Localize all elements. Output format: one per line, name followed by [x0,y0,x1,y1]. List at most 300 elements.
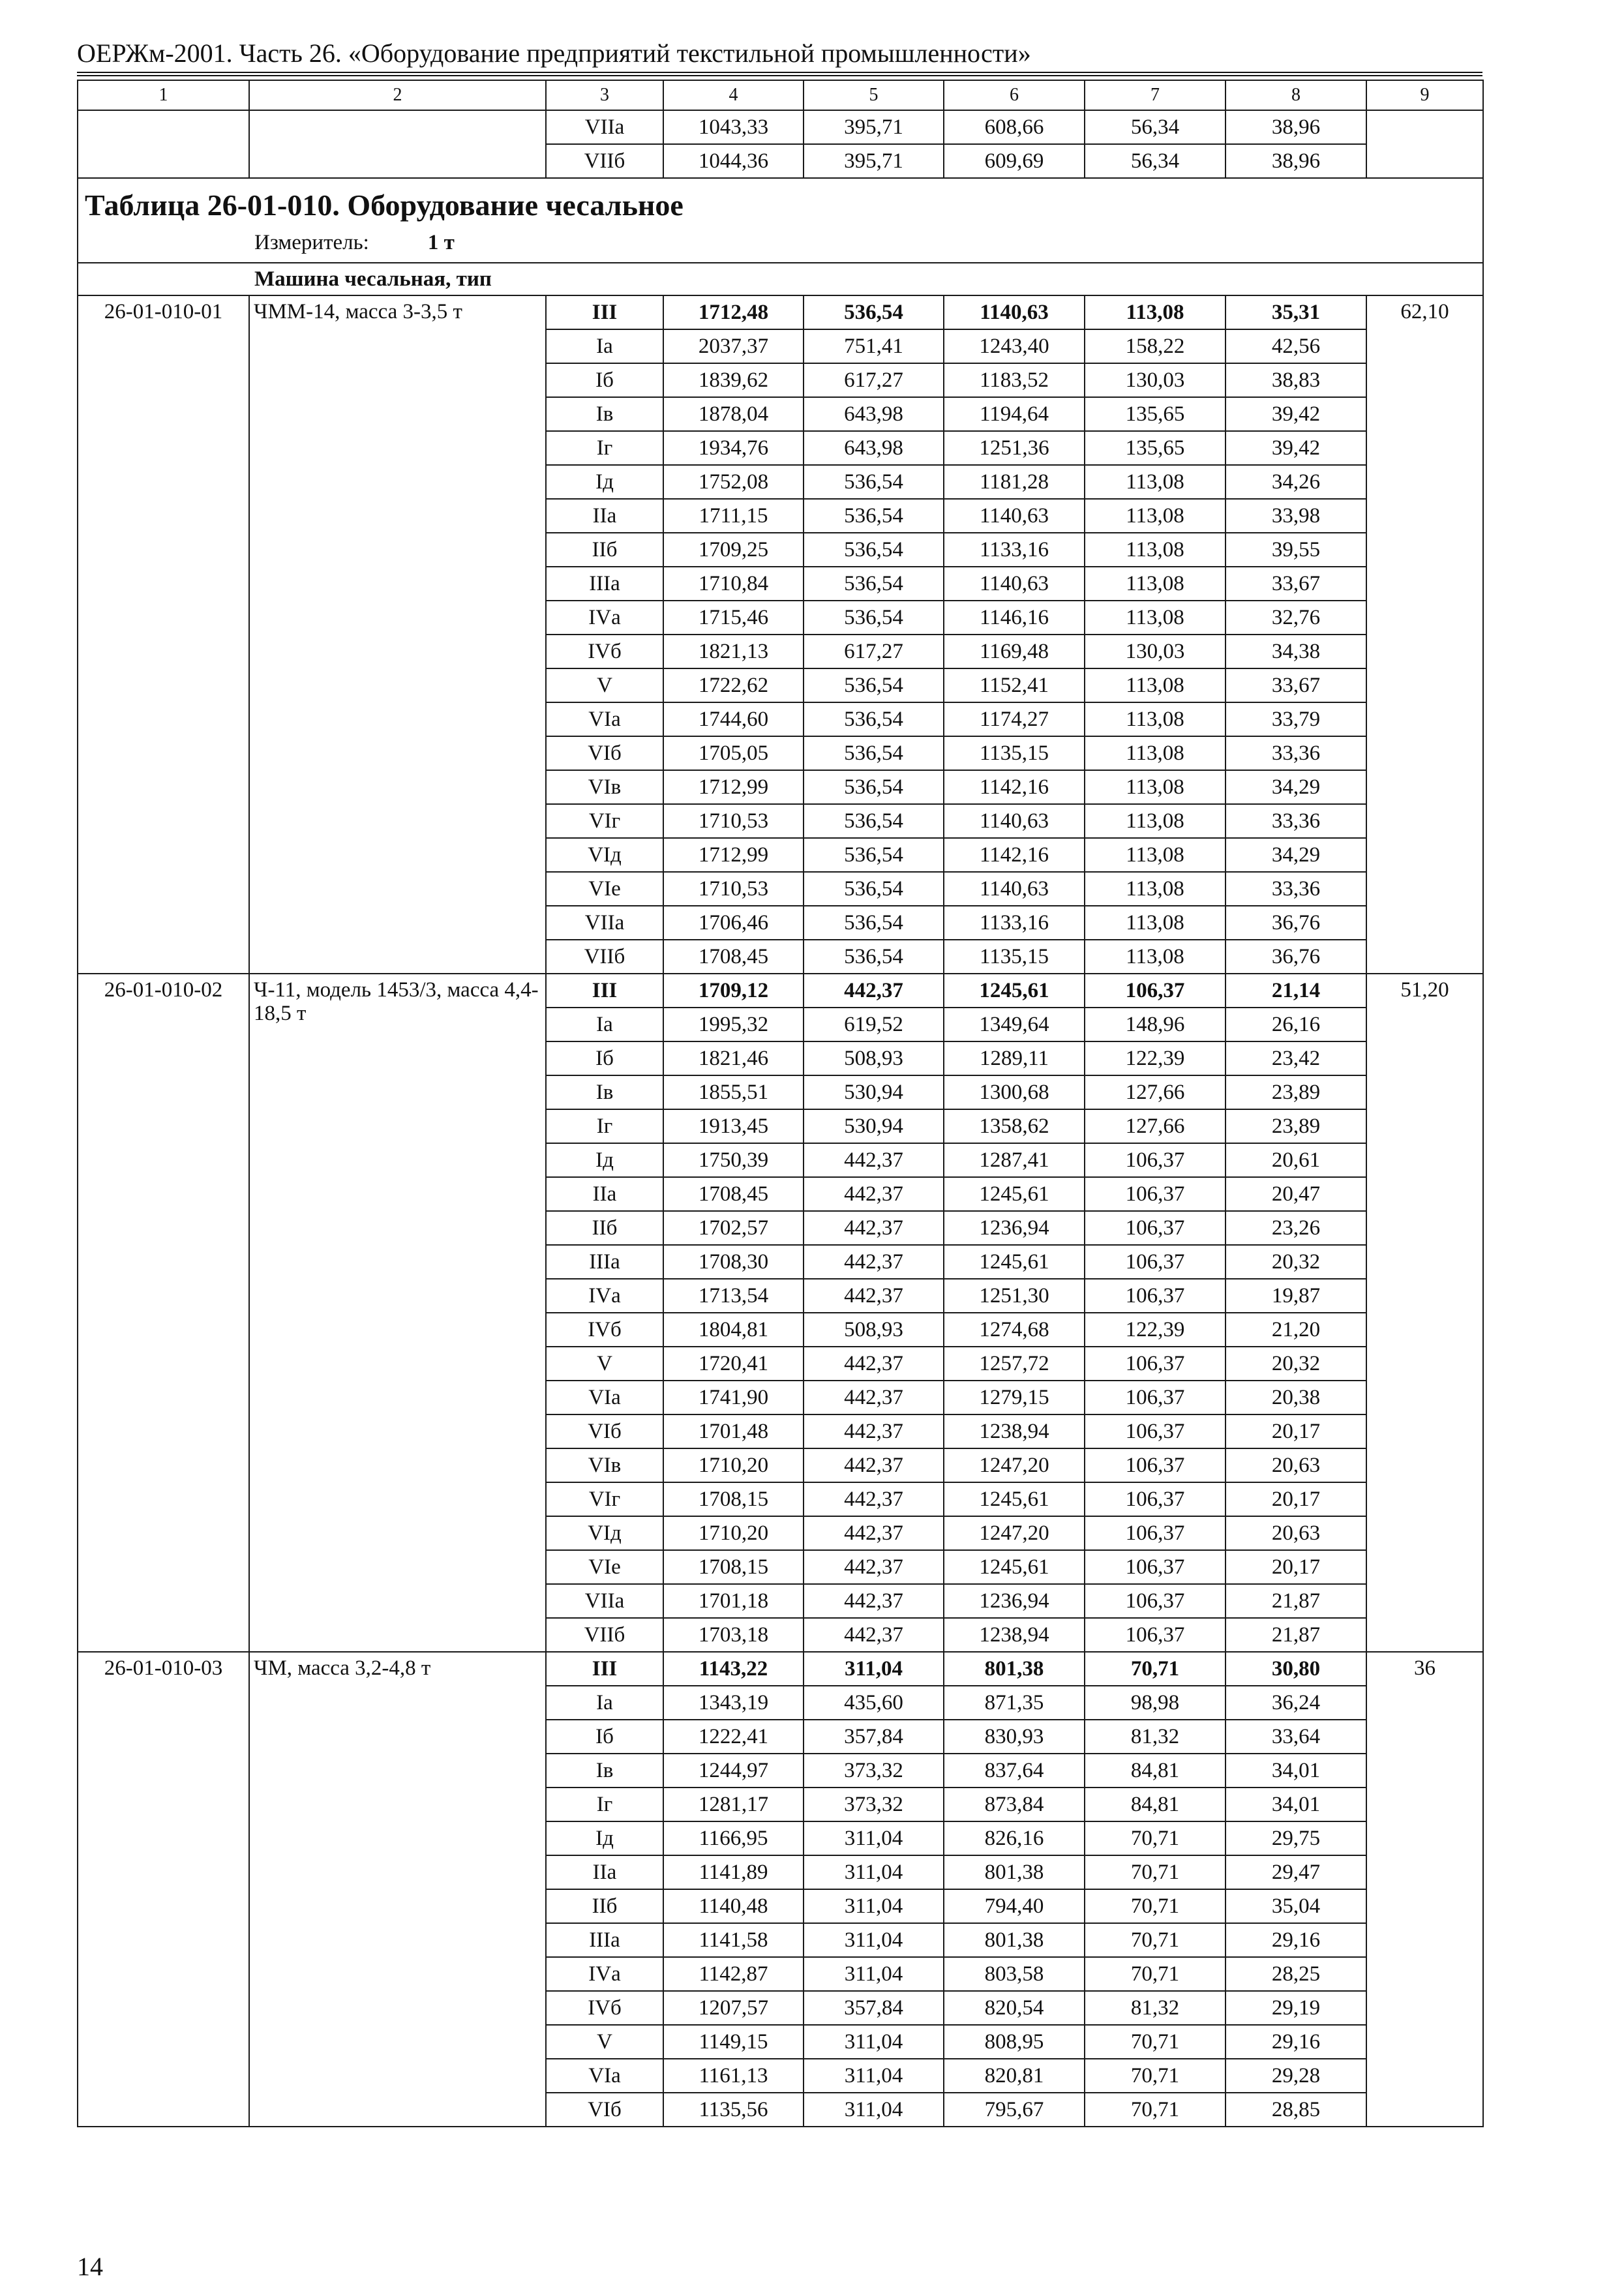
cell-total: 1839,62 [663,363,804,397]
cell-machinist-wages: 113,08 [1085,295,1226,329]
cell-materials: 29,19 [1226,1991,1366,2025]
cell-index: VIд [546,1516,663,1550]
cell-wages: 442,37 [804,1448,944,1482]
cell-machines: 1140,63 [944,567,1085,601]
table-title: Таблица 26-01-010. Оборудование чесальное [85,188,684,222]
cell-machinist-wages: 106,37 [1085,1414,1226,1448]
cell-wages: 311,04 [804,1923,944,1957]
cell-index: VIв [546,770,663,804]
cell-total: 1706,46 [663,906,804,940]
cell-materials: 35,04 [1226,1889,1366,1923]
meter-value: 1 т [427,231,455,254]
cell-cost-empty [1366,110,1483,178]
cell-machines: 801,38 [944,1923,1085,1957]
cell-total: 1878,04 [663,397,804,431]
cell-total: 1710,53 [663,804,804,838]
cell-total: 1702,57 [663,1211,804,1245]
cell-index: V [546,2025,663,2059]
cell-index: IIIа [546,567,663,601]
cell-wages: 442,37 [804,1584,944,1618]
cell-machinist-wages: 70,71 [1085,1889,1226,1923]
cell-machines: 803,58 [944,1957,1085,1991]
cell-wages: 536,54 [804,940,944,974]
cell-wages: 536,54 [804,906,944,940]
cell-machinist-wages: 113,08 [1085,770,1226,804]
cell-machines: 1133,16 [944,906,1085,940]
cell-machinist-wages: 130,03 [1085,635,1226,668]
cell-materials: 33,67 [1226,567,1366,601]
cell-wages: 311,04 [804,1855,944,1889]
cell-wages: 395,71 [804,110,944,144]
cell-total: 1934,76 [663,431,804,465]
cell-index: VIа [546,1381,663,1414]
cell-machines: 837,64 [944,1754,1085,1788]
cell-wages: 442,37 [804,1245,944,1279]
cell-machines: 1245,61 [944,1245,1085,1279]
cell-index: VIа [546,702,663,736]
cell-materials: 28,85 [1226,2093,1366,2127]
cell-machinist-wages: 113,08 [1085,601,1226,635]
cell-wages: 357,84 [804,1991,944,2025]
cell-machines: 1274,68 [944,1313,1085,1347]
cell-index: IIб [546,533,663,567]
cell-wages: 442,37 [804,1482,944,1516]
cell-wages: 311,04 [804,1889,944,1923]
cell-total: 1141,89 [663,1855,804,1889]
cell-wages: 536,54 [804,702,944,736]
cell-machinist-wages: 113,08 [1085,533,1226,567]
cell-machinist-wages: 127,66 [1085,1075,1226,1109]
cell-wages: 442,37 [804,1381,944,1414]
column-number: 2 [249,80,546,110]
cell-index: Iв [546,397,663,431]
cell-index: VIг [546,1482,663,1516]
cell-materials: 26,16 [1226,1008,1366,1041]
cell-wages: 311,04 [804,1957,944,1991]
cell-machinist-wages: 135,65 [1085,431,1226,465]
cell-machines: 1247,20 [944,1516,1085,1550]
cell-index: IIа [546,1855,663,1889]
cell-materials: 33,64 [1226,1720,1366,1754]
cell-total: 1750,39 [663,1143,804,1177]
cell-machines: 609,69 [944,144,1085,178]
cell-machinist-wages: 106,37 [1085,1279,1226,1313]
cell-wages: 311,04 [804,2059,944,2093]
cell-machines: 830,93 [944,1720,1085,1754]
cell-wages: 619,52 [804,1008,944,1041]
cell-materials: 33,79 [1226,702,1366,736]
price-table-body [78,80,1483,2127]
cell-machines: 1238,94 [944,1618,1085,1652]
cell-machines: 608,66 [944,110,1085,144]
cell-machinist-wages: 106,37 [1085,1347,1226,1381]
cell-wages: 536,54 [804,804,944,838]
cell-index: IIб [546,1889,663,1923]
cell-wages: 442,37 [804,1618,944,1652]
cell-machines: 1287,41 [944,1143,1085,1177]
cell-materials: 21,20 [1226,1313,1366,1347]
table-title-row [78,178,1483,263]
cell-total: 1222,41 [663,1720,804,1754]
cell-total: 1913,45 [663,1109,804,1143]
column-number: 7 [1085,80,1226,110]
cell-total: 1701,48 [663,1414,804,1448]
cell-index: VIе [546,1550,663,1584]
cell-materials: 29,47 [1226,1855,1366,1889]
cell-machinist-wages: 84,81 [1085,1788,1226,1821]
cell-materials: 29,28 [1226,2059,1366,2093]
cell-materials: 20,17 [1226,1414,1366,1448]
cell-machinist-wages: 106,37 [1085,1143,1226,1177]
cell-wages: 643,98 [804,397,944,431]
cell-machinist-wages: 106,37 [1085,974,1226,1008]
cell-machines: 1279,15 [944,1381,1085,1414]
cell-description: ЧМ, масса 3,2-4,8 т [249,1652,546,2127]
cell-machines: 1181,28 [944,465,1085,499]
cell-machinist-wages: 106,37 [1085,1381,1226,1414]
cell-materials: 33,36 [1226,736,1366,770]
cell-total: 1710,20 [663,1516,804,1550]
cell-materials: 38,83 [1226,363,1366,397]
cell-total: 1708,15 [663,1482,804,1516]
cell-index: Iг [546,431,663,465]
cell-wages: 311,04 [804,1821,944,1855]
column-number: 3 [546,80,663,110]
cell-total: 1207,57 [663,1991,804,2025]
cell-total: 1752,08 [663,465,804,499]
cell-total: 1343,19 [663,1686,804,1720]
cell-total: 1741,90 [663,1381,804,1414]
cell-wages: 311,04 [804,1652,944,1686]
cell-machinist-wages: 81,32 [1085,1991,1226,2025]
column-number: 8 [1226,80,1366,110]
cell-materials: 32,76 [1226,601,1366,635]
cell-machinist-wages: 148,96 [1085,1008,1226,1041]
cell-machines: 801,38 [944,1652,1085,1686]
cell-index: Iб [546,363,663,397]
cell-machines: 1194,64 [944,397,1085,431]
cell-materials: 21,87 [1226,1618,1366,1652]
cell-materials: 29,16 [1226,1923,1366,1957]
cell-total: 1149,15 [663,2025,804,2059]
cell-materials: 34,38 [1226,635,1366,668]
cell-total: 1713,54 [663,1279,804,1313]
cell-index: Iб [546,1041,663,1075]
cell-machines: 1300,68 [944,1075,1085,1109]
cell-total: 1044,36 [663,144,804,178]
cell-wages: 536,54 [804,499,944,533]
cell-machines: 1133,16 [944,533,1085,567]
cell-machinist-wages: 70,71 [1085,2059,1226,2093]
table-title-block [78,178,1483,263]
cell-machines: 1358,62 [944,1109,1085,1143]
cell-materials: 20,63 [1226,1516,1366,1550]
cell-index: IIа [546,1177,663,1211]
cell-machines: 1236,94 [944,1584,1085,1618]
cell-wages: 311,04 [804,2093,944,2127]
price-table [77,80,1484,2127]
cell-machines: 1135,15 [944,940,1085,974]
cell-materials: 36,76 [1226,906,1366,940]
cell-materials: 36,76 [1226,940,1366,974]
cell-index: VIIб [546,144,663,178]
cell-total: 1143,22 [663,1652,804,1686]
cell-materials: 34,01 [1226,1788,1366,1821]
column-number: 1 [78,80,249,110]
cell-total: 1712,99 [663,838,804,872]
cell-materials: 23,26 [1226,1211,1366,1245]
cell-wages: 536,54 [804,567,944,601]
cell-materials: 34,01 [1226,1754,1366,1788]
cell-machines: 808,95 [944,2025,1085,2059]
cell-wages: 530,94 [804,1075,944,1109]
cell-index: IVа [546,1957,663,1991]
cell-wages: 508,93 [804,1313,944,1347]
cell-wages: 536,54 [804,668,944,702]
cell-machinist-wages: 106,37 [1085,1245,1226,1279]
cell-index: VIIб [546,1618,663,1652]
cell-total: 1821,13 [663,635,804,668]
meter-label: Измеритель: [254,231,369,254]
cell-total: 1708,45 [663,940,804,974]
cell-total: 1710,84 [663,567,804,601]
page-number: 14 [77,2252,103,2281]
cell-total: 1701,18 [663,1584,804,1618]
cell-code: 26-01-010-01 [78,295,249,974]
cell-materials: 34,29 [1226,838,1366,872]
cell-materials: 23,42 [1226,1041,1366,1075]
cell-total: 1043,33 [663,110,804,144]
cell-code-empty [78,110,249,178]
cell-total: 1712,99 [663,770,804,804]
cell-machines: 1243,40 [944,329,1085,363]
cell-index: IIIа [546,1923,663,1957]
cell-machinist-wages: 56,34 [1085,144,1226,178]
cell-materials: 28,25 [1226,1957,1366,1991]
cell-machinist-wages: 113,08 [1085,465,1226,499]
cell-machines: 1140,63 [944,804,1085,838]
cell-machines: 1146,16 [944,601,1085,635]
cell-index: IVб [546,1991,663,2025]
cell-machines: 1251,30 [944,1279,1085,1313]
cell-total: 1703,18 [663,1618,804,1652]
column-number: 5 [804,80,944,110]
cell-wages: 442,37 [804,1347,944,1381]
cell-materials: 20,38 [1226,1381,1366,1414]
cell-index: Iд [546,1821,663,1855]
cell-machinist-wages: 113,08 [1085,906,1226,940]
cell-machinist-wages: 113,08 [1085,872,1226,906]
cell-total: 1708,30 [663,1245,804,1279]
cell-index: VIг [546,804,663,838]
column-number-row [78,80,1483,110]
cell-machines: 1152,41 [944,668,1085,702]
cell-machines: 1140,63 [944,499,1085,533]
cell-machines: 1174,27 [944,702,1085,736]
cell-index: IVа [546,601,663,635]
cell-machinist-wages: 106,37 [1085,1482,1226,1516]
cell-index: V [546,668,663,702]
cell-index: VIв [546,1448,663,1482]
cell-description: Ч-11, модель 1453/3, масса 4,4-18,5 т [249,974,546,1652]
cell-wages: 442,37 [804,1177,944,1211]
cell-index: VIб [546,2093,663,2127]
table-row [78,295,1483,329]
cell-machines: 873,84 [944,1788,1085,1821]
cell-description-empty [249,110,546,178]
cell-machinist-wages: 106,37 [1085,1177,1226,1211]
cell-total: 1708,45 [663,1177,804,1211]
cell-wages: 617,27 [804,635,944,668]
cell-machines: 1245,61 [944,1177,1085,1211]
cell-index: VIIб [546,940,663,974]
cell-wages: 373,32 [804,1788,944,1821]
cell-materials: 21,14 [1226,974,1366,1008]
section-label: Машина чесальная, тип [78,263,1483,295]
running-header: ОЕРЖм-2001. Часть 26. «Оборудование предприятий текстильной промышленности» [77,38,1031,68]
cell-machinist-wages: 113,08 [1085,736,1226,770]
cell-cost: 36 [1366,1652,1483,2127]
cell-index: Iг [546,1109,663,1143]
cell-index: VIб [546,736,663,770]
cell-machines: 1140,63 [944,872,1085,906]
cell-materials: 36,24 [1226,1686,1366,1720]
cell-machines: 1245,61 [944,1482,1085,1516]
cell-wages: 373,32 [804,1754,944,1788]
cell-machinist-wages: 106,37 [1085,1584,1226,1618]
cell-machinist-wages: 113,08 [1085,940,1226,974]
cell-wages: 442,37 [804,1143,944,1177]
cell-wages: 617,27 [804,363,944,397]
cell-machinist-wages: 56,34 [1085,110,1226,144]
cell-index: III [546,1652,663,1686]
cell-machines: 1142,16 [944,770,1085,804]
cell-materials: 20,17 [1226,1482,1366,1516]
cell-code: 26-01-010-02 [78,974,249,1652]
cell-index: Iа [546,1686,663,1720]
cell-machinist-wages: 113,08 [1085,804,1226,838]
cell-materials: 39,42 [1226,431,1366,465]
cell-total: 1161,13 [663,2059,804,2093]
cell-machinist-wages: 130,03 [1085,363,1226,397]
cell-materials: 20,47 [1226,1177,1366,1211]
cell-machines: 1135,15 [944,736,1085,770]
cell-wages: 536,54 [804,770,944,804]
cell-total: 1166,95 [663,1821,804,1855]
cell-wages: 442,37 [804,1279,944,1313]
cell-machines: 826,16 [944,1821,1085,1855]
cell-materials: 20,32 [1226,1245,1366,1279]
cell-index: VIIа [546,1584,663,1618]
cell-index: Iа [546,1008,663,1041]
cell-machines: 795,67 [944,2093,1085,2127]
cell-machinist-wages: 70,71 [1085,1957,1226,1991]
cell-machines: 1236,94 [944,1211,1085,1245]
cell-index: VIIа [546,110,663,144]
cell-total: 1709,25 [663,533,804,567]
cell-index: IVб [546,635,663,668]
cell-materials: 39,42 [1226,397,1366,431]
column-number: 6 [944,80,1085,110]
cell-machines: 1289,11 [944,1041,1085,1075]
cell-materials: 29,16 [1226,2025,1366,2059]
cell-materials: 34,29 [1226,770,1366,804]
table-row [78,974,1483,1008]
cell-index: VIд [546,838,663,872]
cell-materials: 33,67 [1226,668,1366,702]
cell-wages: 530,94 [804,1109,944,1143]
cell-wages: 536,54 [804,601,944,635]
cell-wages: 311,04 [804,2025,944,2059]
cell-index: IIа [546,499,663,533]
meter-line [85,228,1476,257]
cell-total: 1705,05 [663,736,804,770]
cell-materials: 33,36 [1226,804,1366,838]
cell-materials: 19,87 [1226,1279,1366,1313]
cell-machines: 820,54 [944,1991,1085,2025]
cell-materials: 33,36 [1226,872,1366,906]
cell-machines: 1247,20 [944,1448,1085,1482]
cell-machinist-wages: 70,71 [1085,1855,1226,1889]
cell-wages: 442,37 [804,1414,944,1448]
cell-cost: 51,20 [1366,974,1483,1652]
cell-wages: 643,98 [804,431,944,465]
cell-index: III [546,295,663,329]
cell-index: Iв [546,1754,663,1788]
cell-wages: 536,54 [804,872,944,906]
cell-materials: 21,87 [1226,1584,1366,1618]
cell-total: 1141,58 [663,1923,804,1957]
cell-machinist-wages: 113,08 [1085,838,1226,872]
cell-machines: 1169,48 [944,635,1085,668]
cell-total: 1709,12 [663,974,804,1008]
cell-index: Iд [546,465,663,499]
cell-materials: 29,75 [1226,1821,1366,1855]
cell-total: 1712,48 [663,295,804,329]
cell-machines: 1142,16 [944,838,1085,872]
cell-machinist-wages: 84,81 [1085,1754,1226,1788]
cell-machinist-wages: 127,66 [1085,1109,1226,1143]
cell-code: 26-01-010-03 [78,1652,249,2127]
cell-total: 1244,97 [663,1754,804,1788]
cell-materials: 39,55 [1226,533,1366,567]
header-divider [77,72,1482,76]
cell-index: Iв [546,1075,663,1109]
cell-machines: 820,81 [944,2059,1085,2093]
cell-machinist-wages: 70,71 [1085,2025,1226,2059]
cell-machines: 1140,63 [944,295,1085,329]
cell-index: IVа [546,1279,663,1313]
cell-machinist-wages: 113,08 [1085,567,1226,601]
cell-machinist-wages: 70,71 [1085,1821,1226,1855]
cell-machines: 1349,64 [944,1008,1085,1041]
cell-machinist-wages: 106,37 [1085,1211,1226,1245]
cell-total: 1821,46 [663,1041,804,1075]
cell-machinist-wages: 113,08 [1085,702,1226,736]
cell-total: 1715,46 [663,601,804,635]
cell-wages: 536,54 [804,838,944,872]
section-row [78,263,1483,295]
cell-materials: 23,89 [1226,1075,1366,1109]
cell-materials: 33,98 [1226,499,1366,533]
cell-machines: 871,35 [944,1686,1085,1720]
cell-wages: 435,60 [804,1686,944,1720]
cell-materials: 38,96 [1226,144,1366,178]
cell-machinist-wages: 122,39 [1085,1041,1226,1075]
cell-materials: 38,96 [1226,110,1366,144]
cell-cost: 62,10 [1366,295,1483,974]
cell-wages: 536,54 [804,465,944,499]
